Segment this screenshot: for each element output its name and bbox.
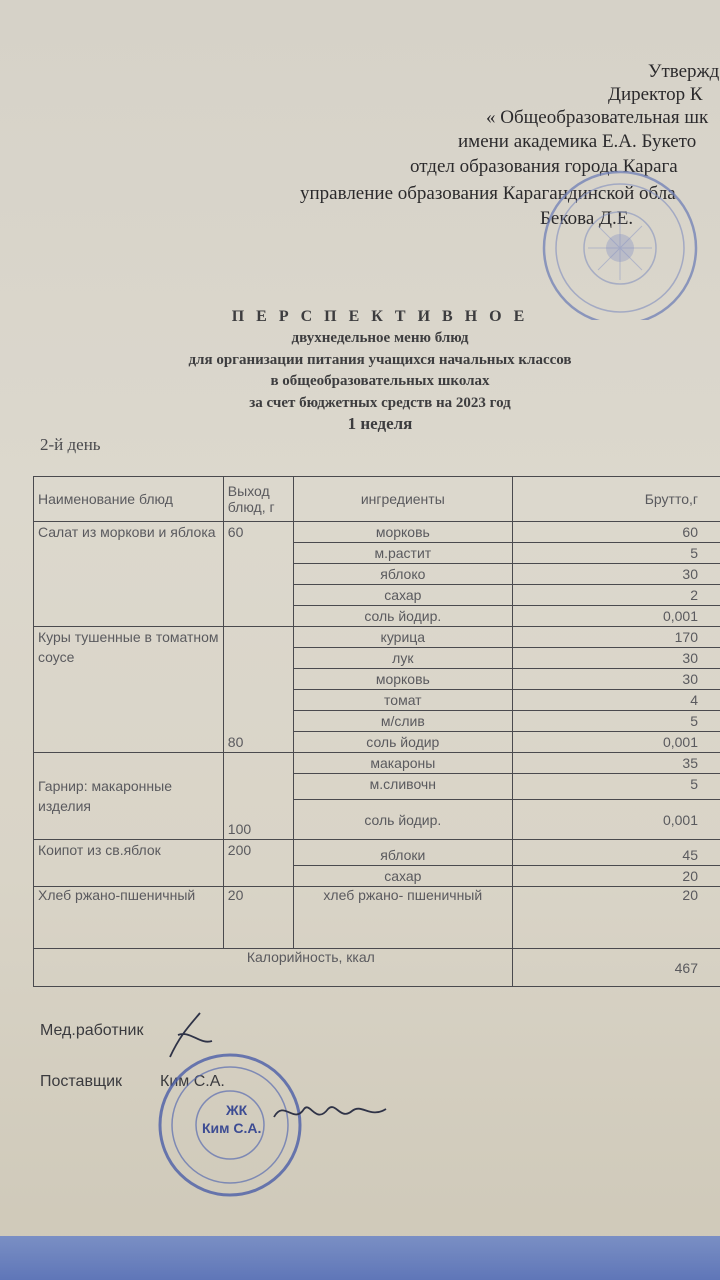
- bottom-strip: [0, 1236, 720, 1280]
- ingredient-cell: макароны: [293, 753, 512, 774]
- table-row: [34, 753, 720, 774]
- gross-cell: 20: [512, 866, 720, 887]
- dish-output: 200: [223, 840, 293, 887]
- doc-title: П Е Р С П Е К Т И В Н О Е: [231, 308, 529, 325]
- gross-cell: 0,001: [512, 606, 720, 627]
- dish-name: Хлеб ржано-пшеничный: [34, 887, 224, 949]
- ingredient-cell: сахар: [293, 585, 512, 606]
- dish-output: 60: [223, 522, 293, 627]
- approval-line-4: имени академика Е.А. Букето: [458, 131, 697, 152]
- gross-cell: 5: [512, 774, 720, 800]
- day-label: 2-й день: [40, 435, 101, 454]
- menu-table: [33, 476, 720, 987]
- doc-subtitle-2: для организации питания учащихся начальных классов: [188, 352, 572, 368]
- gross-cell: 170: [512, 627, 720, 648]
- gross-cell: 35: [512, 753, 720, 774]
- stamp-text-bottom: Ким С.А.: [202, 1120, 262, 1136]
- doc-subtitle-4: за счет бюджетных средств на 2023 год: [249, 395, 511, 411]
- gross-cell: 45: [512, 840, 720, 866]
- ingredient-cell: м.растит: [293, 543, 512, 564]
- table-row: [34, 887, 720, 949]
- gross-cell: 60: [512, 522, 720, 543]
- gross-cell: 5: [512, 711, 720, 732]
- calorie-row: [34, 949, 720, 987]
- approval-line-5: отдел образования города Карага: [410, 156, 678, 177]
- gross-cell: 0,001: [512, 800, 720, 840]
- calorie-label: Калорийность, ккал: [34, 949, 513, 987]
- ingredient-cell: соль йодир: [293, 732, 512, 753]
- doc-subtitle-1: двухнедельное меню блюд: [291, 330, 469, 346]
- gross-cell: 30: [512, 564, 720, 585]
- approval-line-2: Директор К: [608, 84, 703, 105]
- dish-output: 100: [223, 753, 293, 840]
- dish-output: 20: [223, 887, 293, 949]
- gross-cell: 0,001: [512, 732, 720, 753]
- stamp-text-top: ЖК: [226, 1102, 248, 1118]
- gross-cell: 30: [512, 669, 720, 690]
- ingredient-cell: яблоко: [293, 564, 512, 585]
- supplier-signature-icon: [270, 1095, 390, 1135]
- supplier-label: Поставщик: [40, 1073, 123, 1090]
- ingredient-cell: м.сливочн: [293, 774, 512, 800]
- ingredient-cell: морковь: [293, 522, 512, 543]
- dish-output: 80: [223, 627, 293, 753]
- ingredient-cell: сахар: [293, 866, 512, 887]
- approval-line-3: « Общеобразовательная шк: [486, 107, 709, 128]
- header-ingredients: ингредиенты: [293, 477, 512, 522]
- header-dish: Наименование блюд: [34, 477, 224, 522]
- approval-line-6: управление образования Карагандинской обла: [300, 183, 676, 204]
- approval-line-7: Бекова Д.Е.: [540, 208, 634, 229]
- doc-subtitle-3: в общеобразовательных школах: [270, 373, 490, 389]
- gross-cell: 4: [512, 690, 720, 711]
- table-row: [34, 522, 720, 543]
- dish-name: Гарнир: макаронные изделия: [34, 753, 224, 840]
- ingredient-cell: хлеб ржано- пшеничный: [293, 887, 512, 949]
- ingredient-cell: курица: [293, 627, 512, 648]
- ingredient-cell: лук: [293, 648, 512, 669]
- table-row: [34, 627, 720, 648]
- dish-name: Салат из моркови и яблока: [34, 522, 224, 627]
- approval-line-1: Утвержд: [648, 61, 720, 82]
- med-worker-label: Мед.работник: [40, 1022, 144, 1039]
- gross-cell: 30: [512, 648, 720, 669]
- header-output: Выход блюд, г: [223, 477, 293, 522]
- table-row: [34, 840, 720, 866]
- ingredient-cell: яблоки: [293, 840, 512, 866]
- week-label: 1 неделя: [347, 414, 413, 433]
- ingredient-cell: соль йодир.: [293, 800, 512, 840]
- header-gross: Брутто,г: [512, 477, 720, 522]
- ingredient-cell: м/слив: [293, 711, 512, 732]
- calorie-value: 467: [512, 949, 720, 987]
- supplier-name: Ким С.А.: [160, 1073, 225, 1090]
- table-header-row: [34, 477, 720, 522]
- dish-name: Коипот из св.яблок: [34, 840, 224, 887]
- school-stamp-icon: [520, 170, 720, 320]
- gross-cell: 20: [512, 887, 720, 949]
- ingredient-cell: томат: [293, 690, 512, 711]
- dish-name: Куры тушенные в томатном соусе: [34, 627, 224, 753]
- ingredient-cell: соль йодир.: [293, 606, 512, 627]
- gross-cell: 2: [512, 585, 720, 606]
- ingredient-cell: морковь: [293, 669, 512, 690]
- gross-cell: 5: [512, 543, 720, 564]
